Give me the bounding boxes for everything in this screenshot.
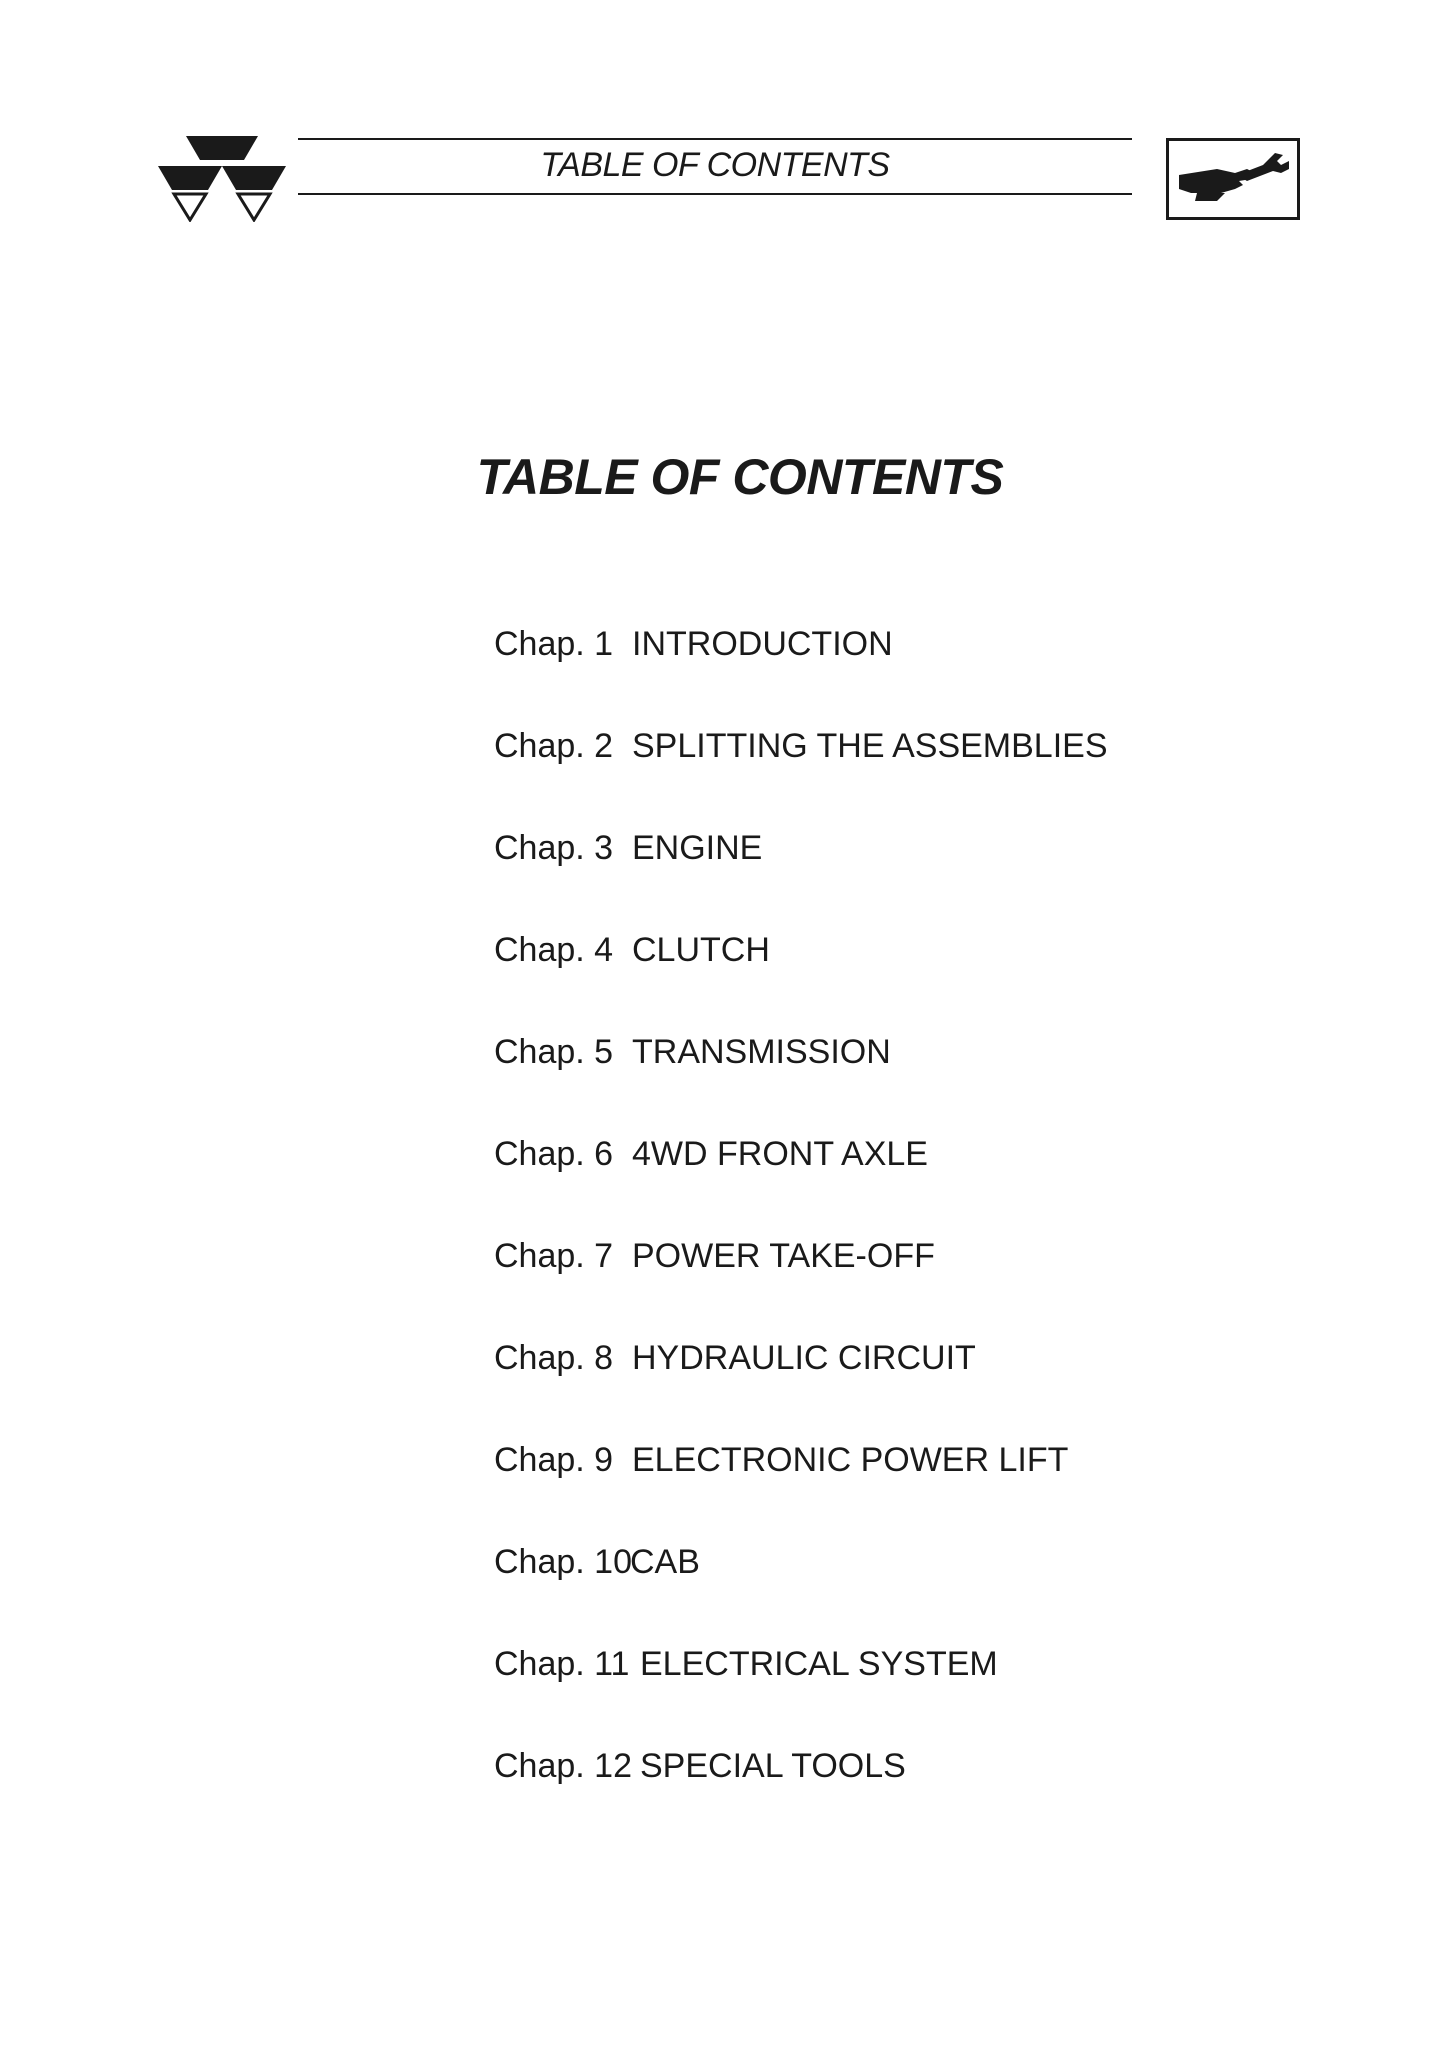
toc-chapter-number: Chap. 5 (494, 1033, 614, 1071)
toc-chapter-title: TRANSMISSION (632, 1033, 891, 1071)
page-header (0, 0, 1438, 260)
toc-chapter-title: ENGINE (632, 829, 763, 867)
toc-chapter-number: Chap. 1 (494, 625, 614, 663)
header-rule-bottom (298, 193, 1132, 195)
toc-chapter-number: Chap. 4 (494, 931, 614, 969)
toc-chapter-title: INTRODUCTION (632, 625, 893, 663)
header-rule-top (298, 138, 1132, 140)
toc-chapter-title: POWER TAKE-OFF (632, 1237, 935, 1275)
toc-chapter-number: Chap. 3 (494, 829, 614, 867)
toc-chapter-title: SPECIAL TOOLS (640, 1747, 906, 1785)
toc-chapter-title: CLUTCH (632, 931, 770, 969)
toc-chapter-number: Chap. 2 (494, 727, 614, 765)
tri-triangle-logo-icon (158, 136, 286, 222)
toc-chapter-title: ELECTRICAL SYSTEM (640, 1645, 998, 1683)
hand-wrench-badge (1166, 138, 1300, 220)
toc-chapter-title: HYDRAULIC CIRCUIT (632, 1339, 976, 1377)
toc-chapter-number: Chap. 8 (494, 1339, 614, 1377)
header-title: TABLE OF CONTENTS (540, 146, 890, 184)
toc-chapter-number: Chap. 9 (494, 1441, 614, 1479)
toc-chapter-title: 4WD FRONT AXLE (632, 1135, 928, 1173)
toc-chapter-number: Chap. 11 (494, 1645, 630, 1683)
page-title: TABLE OF CONTENTS (476, 449, 1004, 505)
toc-chapter-number: Chap. 12 (494, 1747, 632, 1785)
toc-chapter-title: ELECTRONIC POWER LIFT (632, 1441, 1069, 1479)
toc-chapter-number: Chap. 7 (494, 1237, 614, 1275)
toc-chapter-title: SPLITTING THE ASSEMBLIES (632, 727, 1108, 765)
toc-chapter-number: Chap. 10 (494, 1543, 632, 1581)
hand-wrench-icon (1177, 149, 1291, 211)
toc-chapter-title: CAB (630, 1543, 700, 1581)
toc-chapter-number: Chap. 6 (494, 1135, 614, 1173)
